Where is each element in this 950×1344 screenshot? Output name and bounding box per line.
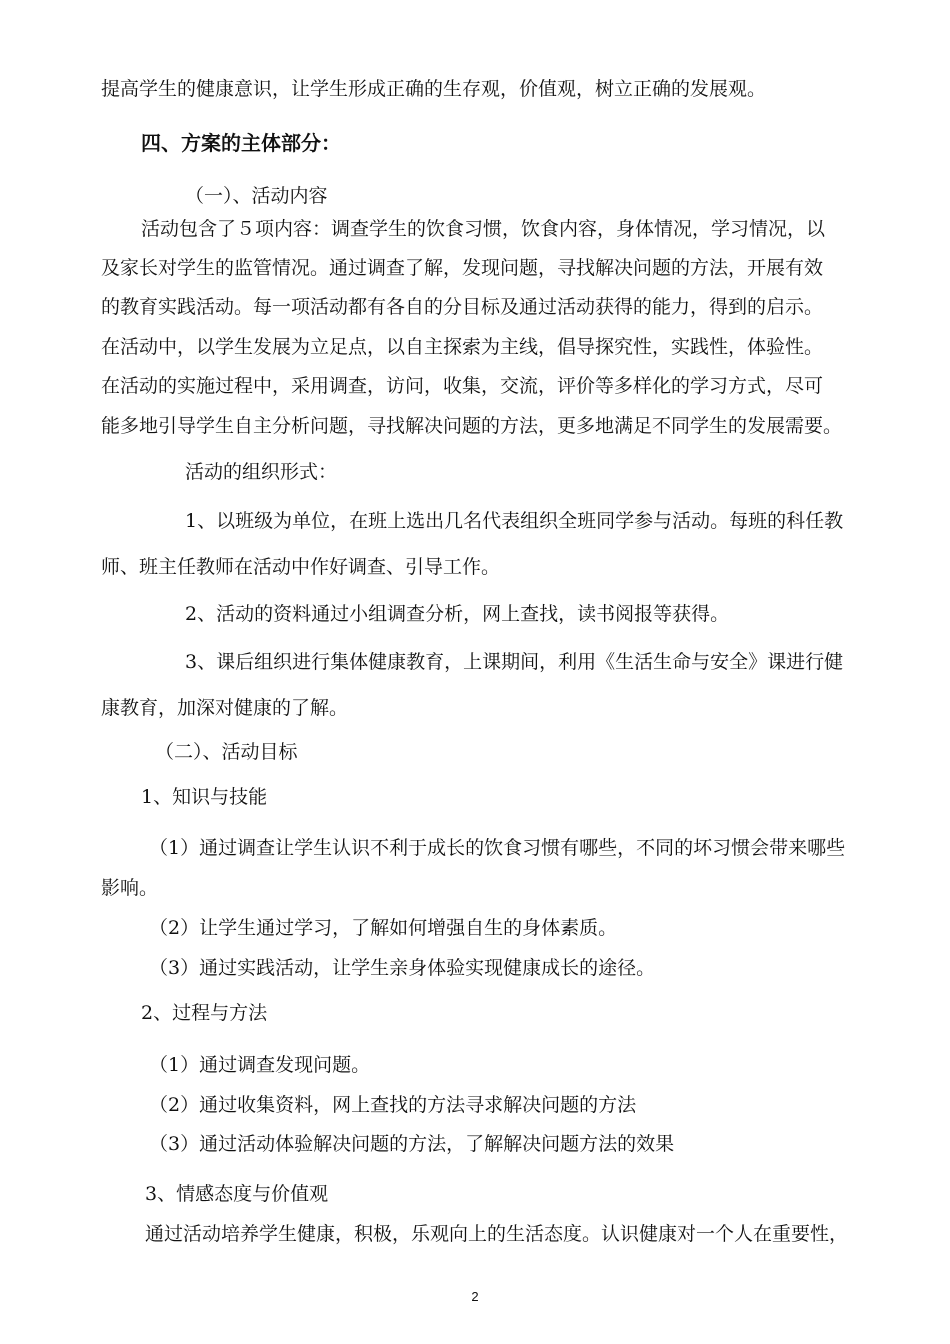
org-item-line: 2、活动的资料通过小组调查分析，网上查找，读书阅报等获得。 (185, 603, 730, 625)
paragraph-line: 及家长对学生的监管情况。通过调查了解，发现问题，寻找解决问题的方法，开展有效 (101, 257, 824, 279)
goal-3-text: 通过活动培养学生健康，积极，乐观向上的生活态度。认识健康对一个人在重要性， (145, 1223, 849, 1245)
paragraph-line: 在活动中，以学生发展为立足点，以自主探索为主线，倡导探究性，实践性，体验性。 (101, 336, 824, 358)
goal-1-item: （1）通过调查让学生认识不利于成长的饮食习惯有哪些，不同的坏习惯会带来哪些 (149, 837, 846, 859)
goal-1-item: （2）让学生通过学习，了解如何增强自生的身体素质。 (149, 917, 618, 939)
section-heading: 四、方案的主体部分： (141, 131, 341, 155)
goal-2-title: 2、过程与方法 (141, 1002, 268, 1024)
paragraph-line: 在活动的实施过程中，采用调查，访问，收集，交流，评价等多样化的学习方式，尽可 (101, 375, 824, 397)
goal-1-item: （3）通过实践活动，让学生亲身体验实现健康成长的途径。 (149, 957, 656, 979)
org-form-label: 活动的组织形式： (185, 461, 338, 483)
intro-line: 提高学生的健康意识，让学生形成正确的生存观，价值观，树立正确的发展观。 (101, 78, 767, 100)
org-item-line: 康教育，加深对健康的了解。 (101, 697, 349, 719)
org-item-line: 师、班主任教师在活动中作好调查、引导工作。 (101, 556, 501, 578)
subsection-2-title: （二）、活动目标 (155, 741, 298, 763)
goal-2-item: （3）通过活动体验解决问题的方法，了解解决问题方法的效果 (149, 1133, 675, 1155)
goal-3-title: 3、情感态度与价值观 (145, 1183, 329, 1205)
paragraph-line: 能多地引导学生自主分析问题，寻找解决问题的方法，更多地满足不同学生的发展需要。 (101, 415, 843, 437)
subsection-1-title: （一）、活动内容 (185, 185, 328, 207)
paragraph-line: 的教育实践活动。每一项活动都有各自的分目标及通过活动获得的能力，得到的启示。 (101, 296, 824, 318)
goal-2-item: （1）通过调查发现问题。 (149, 1054, 371, 1076)
paragraph-line: 活动包含了５项内容：调查学生的饮食习惯，饮食内容，身体情况，学习情况，以 (141, 218, 826, 240)
page-number: 2 (471, 1289, 479, 1304)
goal-2-item: （2）通过收集资料，网上查找的方法寻求解决问题的方法 (149, 1094, 637, 1116)
goal-1-item: 影响。 (101, 877, 159, 899)
org-item-line: 3、课后组织进行集体健康教育，上课期间，利用《生活生命与安全》课进行健 (185, 651, 844, 673)
org-item-line: 1、以班级为单位，在班上选出几名代表组织全班同学参与活动。每班的科任教 (185, 510, 844, 532)
goal-1-title: 1、知识与技能 (141, 786, 268, 808)
